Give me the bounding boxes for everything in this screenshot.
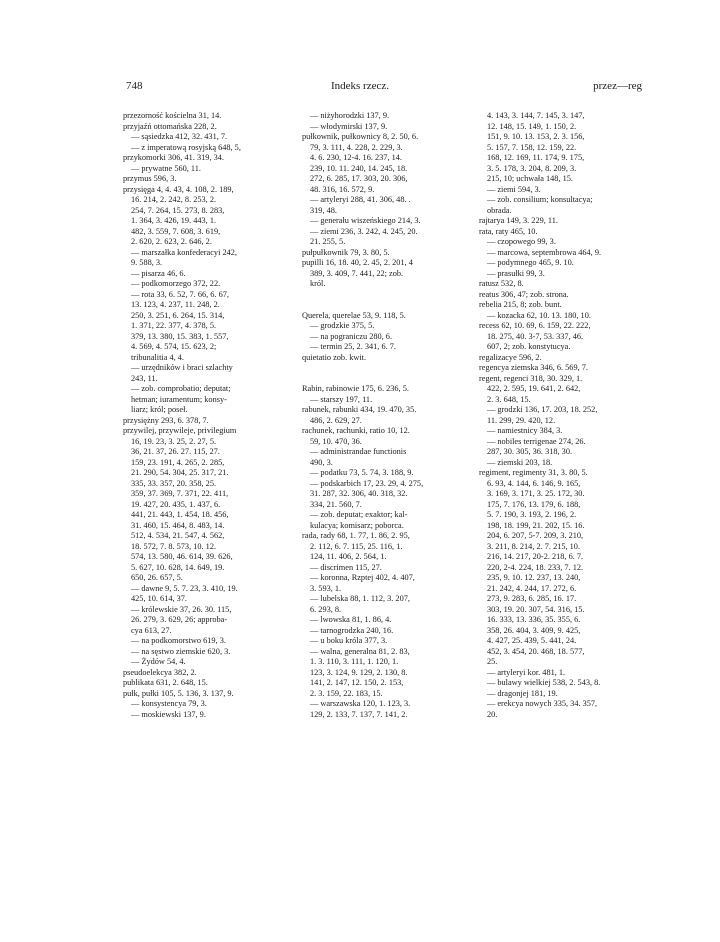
index-line: 21. 290, 54. 304, 25. 317, 21. (131, 468, 229, 477)
index-line: — administrandae functionis (310, 447, 407, 456)
index-line: 16. 333, 13. 336, 35. 355, 6. (487, 615, 581, 624)
index-line: 441, 21. 443, 1. 454, 18. 456, (131, 510, 229, 519)
index-line: 2. 3. 648, 15. (487, 394, 531, 404)
index-line: regiment, regimenty 31, 3. 80, 5. (479, 468, 588, 477)
index-line: Rabin, rabinowie 175, 6. 236, 5. (302, 384, 409, 393)
index-line: 235, 9. 10. 12. 237, 13. 240, (487, 573, 581, 582)
index-line: przymus 596, 3. (123, 174, 177, 183)
index-line: przysiężny 293, 6. 378, 7. (123, 415, 209, 425)
index-line: regent, regenci 318, 30. 329, 1. (479, 373, 583, 383)
index-line: pułk, pułki 105, 5. 136, 3. 137, 9. (123, 688, 234, 698)
index-line: cya 613, 27. (131, 625, 172, 635)
index-line: 287, 30. 305, 36. 318, 30. (487, 447, 573, 456)
index-line: — podymnego 465, 9. 10. (487, 258, 574, 267)
index-line: 1. 364, 3. 426, 19. 443, 1. (131, 216, 217, 225)
index-line: 31. 460, 15. 464, 8. 483, 14. (131, 520, 225, 530)
index-line: przysięga 4, 4. 43, 4. 108, 2. 189, (123, 184, 234, 194)
index-line: 21. 255, 5. (310, 237, 346, 246)
line-spacer (302, 290, 469, 301)
index-line: — artyleryi kor. 481, 1. (487, 667, 566, 677)
index-line: 482, 3. 559, 7. 608, 3. 619, (131, 226, 221, 236)
index-line: 273, 9. 283, 6. 285, 16. 17. (487, 594, 577, 603)
index-line: — discrimen 115, 27. (310, 562, 382, 572)
index-line: 335, 33. 357, 20. 358, 25. (131, 478, 217, 488)
index-line: — nobiles terrigenae 274, 26. (487, 436, 586, 446)
index-line: 422, 2. 595, 19. 641, 2. 642, (487, 384, 581, 393)
index-line: 358, 26. 404, 3. 409, 9. 425, (487, 625, 581, 635)
index-line: 36, 21. 37, 26. 27. 115, 27. (131, 447, 220, 456)
index-line: — u boku króla 377, 3. (310, 636, 388, 645)
index-column-3 (479, 111, 640, 720)
index-line: 3. 5. 178, 3. 204, 8. 209, 3. (487, 163, 577, 173)
index-line: 3. 593, 1. (310, 583, 342, 593)
index-line: 151, 9. 10. 13. 153, 2. 3. 156, (487, 132, 585, 141)
index-line: — termin 25, 2. 341, 6. 7. (310, 342, 396, 351)
index-line: 425, 10. 614, 37. (131, 594, 188, 603)
index-line: 123, 3. 124, 9. 129, 2. 130, 8. (310, 667, 408, 677)
index-line: — ziemi 236, 3. 242, 4. 245, 20. (310, 226, 418, 236)
index-line: 11. 299, 29. 420, 12. (487, 415, 556, 425)
index-line: — zob. deputat; exaktor; kal- (310, 510, 408, 519)
index-line: — niżyhorodzki 137, 9. (310, 111, 390, 120)
index-line: — konsystencya 79, 3. (131, 699, 207, 708)
index-line: 4. 569, 4. 574, 15. 623, 2; (131, 342, 217, 351)
index-line: rebelia 215, 8; zob. bunt. (479, 300, 562, 309)
index-line: 250, 3. 251, 6. 264, 15. 314, (131, 310, 225, 320)
index-line: 220, 2-4. 224, 18. 233, 7. 12. (487, 562, 584, 572)
index-line: — z imperatową rosyjską 648, 5, (131, 142, 241, 152)
index-line: obrada. (487, 205, 512, 215)
index-line: 16, 19. 23, 3. 25, 2. 27, 5. (131, 436, 217, 446)
index-line: 4. 6. 230, 12-4. 16. 237, 14. (310, 153, 402, 162)
index-line: regalizacye 596, 2. (479, 352, 542, 362)
index-line: 486, 2. 629, 27. (310, 415, 362, 425)
index-line: — lubelska 88, 1. 112, 3. 207, (310, 594, 410, 603)
index-line: — królewskie 37, 26. 30. 115, (131, 604, 232, 614)
index-line: — rota 33, 6. 52, 7. 66, 6. 67, (131, 289, 229, 299)
index-line: 254, 7. 264, 15. 273, 8. 283, (131, 205, 225, 215)
index-line: kulacya; komisarz; poborca. (310, 520, 404, 530)
index-line: — zob. consilium; konsultacya; (487, 195, 593, 204)
index-line: — podkomorzego 372, 22. (131, 279, 221, 288)
index-line: 26. 279, 3. 629, 26; approba- (131, 615, 228, 624)
index-line: rabunek, rabunki 434, 19. 470, 35. (302, 405, 417, 414)
page-number: 748 (126, 80, 143, 92)
index-line: — erekcya nowych 335, 34. 357, (487, 699, 598, 708)
index-line: — grodzkie 375, 5. (310, 321, 375, 330)
index-line: 48. 316, 16. 572, 9. (310, 184, 375, 194)
index-line: — bulawy wielkiej 538, 2. 543, 8. (487, 678, 601, 687)
index-column-1 (123, 111, 293, 720)
line-spacer (302, 363, 469, 374)
index-line: 379, 13. 380, 15. 383, 1. 557, (131, 331, 229, 341)
index-line: — zob. comprobatio; deputat; (131, 384, 231, 393)
index-line: 6. 293, 8. (310, 604, 342, 614)
index-line: ratusz 532, 8. (479, 279, 524, 288)
index-line: 129, 2. 133, 7. 137, 7. 141, 2. (310, 709, 408, 719)
index-line: 5. 627, 10. 628, 14. 649, 19. (131, 562, 225, 572)
index-line: 319, 48. (310, 205, 337, 215)
index-line: 16. 214, 2. 242, 8. 253, 2. (131, 195, 217, 204)
index-line: — na podkomorstwo 619, 3. (131, 636, 226, 645)
index-line: król. (310, 279, 326, 288)
index-line: przyjaźń ottomańska 228, 2. (123, 121, 217, 131)
line-spacer (302, 374, 469, 385)
index-line: pseudoelekcya 382, 2. (123, 667, 197, 677)
index-line: 2. 620, 2. 623, 2. 646, 2. (131, 237, 212, 246)
index-line: — dragonjej 181, 19. (487, 688, 558, 698)
index-line: 3. 169, 3. 171, 3. 25. 172, 30. (487, 489, 585, 498)
entry-range: przez—reg (593, 80, 642, 92)
index-line: regencya ziemska 346, 6. 569, 7. (479, 363, 588, 372)
index-line: 574, 13. 580, 46. 614, 39. 626, (131, 552, 233, 561)
index-line: 168, 12. 169, 11. 174, 9. 175, (487, 153, 585, 162)
index-line: 607, 2; zob. konstytucya. (487, 342, 571, 351)
index-line: 243, 11. (131, 373, 158, 383)
index-line: 13. 123, 4. 237, 11. 248, 2. (131, 300, 220, 309)
index-line: przywilej, przywileje, privilegium (123, 426, 237, 435)
index-line: — marszałka konfederacyi 242, (131, 247, 237, 257)
index-line: 389, 3. 409, 7. 441, 22; zob. (310, 268, 404, 278)
index-line: rata, raty 465, 10. (479, 226, 538, 236)
index-line: 198, 18. 199, 21. 202, 15. 16. (487, 520, 585, 530)
index-line: 239, 10. 11. 240, 14. 245, 18. (310, 163, 408, 173)
index-line: — generału wiszeńskiego 214, 3. (310, 216, 421, 225)
index-line: — koronna, Rzptej 402, 4. 407, (310, 573, 415, 582)
index-line: przezorność kościelna 31, 14. (123, 111, 222, 120)
index-line: 512, 4. 534, 21. 547, 4. 562, (131, 531, 225, 540)
index-line: 1. 371, 22. 377, 4. 378, 5. (131, 321, 217, 330)
index-line: — marcowa, septembrowa 464, 9. (487, 247, 602, 257)
index-line: 141, 2. 147, 12. 150, 2. 153, (310, 678, 404, 687)
index-line: 359, 37. 369, 7. 371, 22. 411, (131, 489, 229, 498)
index-line: 5. 157, 7. 158, 12. 159, 22. (487, 142, 577, 152)
index-line: — prywatne 560, 11. (131, 163, 201, 173)
index-line: 79, 3. 111, 4. 228, 2. 229, 3. (310, 142, 403, 152)
index-line: pułkownik, pułkownicy 8, 2. 50, 6. (302, 132, 419, 141)
index-line: 12. 148, 15. 149, 1. 150, 2. (487, 121, 577, 131)
index-line: 25. (487, 657, 498, 666)
index-line: 5. 7. 190, 3. 193, 2. 196, 2. (487, 510, 577, 519)
index-line: — Żydów 54, 4. (131, 657, 186, 666)
index-line: Querela, querelae 53, 9. 118, 5. (302, 310, 406, 320)
index-line: — lwowska 81, 1. 86, 4. (310, 615, 392, 624)
index-line: 204, 6. 207, 5-7. 209, 3. 210, (487, 531, 584, 540)
index-line: 124, 11. 406, 2. 564, 1. (310, 552, 387, 561)
index-line: — ziemski 203, 18. (487, 457, 553, 467)
index-line: — czopowego 99, 3. (487, 237, 556, 246)
index-line: 272, 6. 285, 17. 303, 20. 306, (310, 174, 408, 183)
index-line: — ziemi 594, 3. (487, 184, 541, 194)
index-line: przykomorki 306, 41. 319, 34. (123, 153, 224, 162)
index-line: — starszy 197, 11. (310, 394, 373, 404)
running-title: Indeks rzecz. (330, 80, 390, 92)
index-line: 159, 23. 191, 4. 265, 2. 285, (131, 457, 225, 467)
index-line: 1. 3. 110, 3. 111, 1. 120, 1. (310, 657, 399, 666)
index-line: 6. 93, 4. 144, 6. 146, 9. 165, (487, 478, 581, 488)
index-line: quietatio zob. kwit. (302, 352, 367, 362)
index-line: 2. 112, 6. 7. 115, 25. 116, 1. (310, 541, 403, 551)
index-line: pułpułkownik 79, 3. 80, 5. (302, 247, 390, 257)
index-line: 452, 3. 454, 20. 468, 18. 577, (487, 646, 585, 656)
index-line: — pisarza 46, 6. (131, 268, 186, 278)
index-line: — kozacka 62, 10. 13. 180, 10. (487, 310, 591, 320)
index-line: — podatku 73, 5. 74, 3. 188, 9. (310, 468, 414, 477)
index-line: 20. (487, 709, 498, 719)
index-line: — warszawska 120, 1. 123, 3. (310, 699, 411, 708)
line-spacer (302, 300, 469, 311)
index-line: — grodzki 136, 17. 203, 18. 252, (487, 405, 598, 414)
index-line: publikata 631, 2. 648, 15. (123, 678, 208, 687)
index-line: 303, 19. 20. 307, 54. 316, 15. (487, 604, 585, 614)
index-line: pupilli 16, 18. 40, 2. 45, 2. 201, 4 (302, 258, 413, 267)
index-line: 9. 588, 3. (131, 258, 163, 267)
index-line: — artyleryi 288, 41. 306, 48. . (310, 195, 411, 204)
index-line: 175, 7. 176, 13. 179, 6. 188, (487, 499, 581, 509)
index-line: — moskiewski 137, 9. (131, 709, 206, 719)
index-line: — na pograniczu 280, 6. (310, 331, 393, 341)
index-line: 3. 211, 8. 214, 2. 7. 215, 10. (487, 541, 581, 551)
index-line: 4. 143, 3. 144, 7. 145, 3. 147, (487, 111, 585, 120)
index-line: — dawne 9, 5. 7. 23, 3. 410, 19. (131, 583, 238, 593)
index-line: 21. 242, 4. 244, 17. 272, 6. (487, 583, 577, 593)
index-line: — sąsiedzka 412, 32. 431, 7. (131, 132, 228, 141)
index-line: 216, 14. 217, 20-2. 218, 6. 7. (487, 552, 584, 561)
index-line: recess 62, 10. 69, 6. 159, 22. 222, (479, 321, 591, 330)
index-line: 334, 21. 560, 7. (310, 499, 362, 509)
index-line: 18. 275, 40. 3-7, 53. 337, 46. (487, 331, 584, 341)
index-line: rachunek, rachunki, ratio 10, 12. (302, 426, 410, 435)
index-line: — podskarbich 17, 23. 29, 4. 275, (310, 478, 424, 488)
index-line: — namiestnicy 384, 3. (487, 426, 563, 435)
index-line: liarz; król; poseł. (131, 405, 188, 414)
index-line: — prasułki 99, 3. (487, 268, 545, 278)
index-line: reatus 306, 47; zob. strona. (479, 289, 569, 299)
index-line: hetman; iuramentum; konsy- (131, 394, 227, 404)
index-line: 59, 10. 470, 36. (310, 436, 362, 446)
index-line: tribunalitia 4, 4. (131, 352, 184, 362)
index-line: — na sęstwo ziemskie 620, 3. (131, 646, 231, 656)
index-line: rajtarya 149, 3. 229, 11. (479, 216, 558, 225)
index-line: 650, 26. 657, 5. (131, 573, 183, 582)
index-line: rada, rady 68, 1. 77, 1. 86, 2. 95, (302, 531, 410, 540)
index-line: — włodymirski 137, 9. (310, 121, 388, 131)
index-line: 2. 3. 159, 22. 183, 15. (310, 688, 383, 698)
index-line: — tarnogrodzka 240, 16. (310, 625, 394, 635)
index-line: — walna, generalna 81, 2. 83, (310, 646, 410, 656)
index-line: 18. 572, 7. 8. 573, 10. 12. (131, 541, 217, 551)
index-line: 19. 427, 20. 435, 1. 437, 6. (131, 499, 221, 509)
index-line: 490, 3. (310, 457, 333, 467)
index-line: 4. 427, 25. 439, 5. 441, 24. (487, 636, 577, 645)
index-line: 31. 287, 32. 306, 40. 318, 32. (310, 489, 408, 498)
index-column-2 (302, 111, 469, 720)
index-line: 215, 10; uchwała 148, 15. (487, 174, 573, 183)
index-line: — urzędników i braci szlachty (131, 363, 233, 372)
